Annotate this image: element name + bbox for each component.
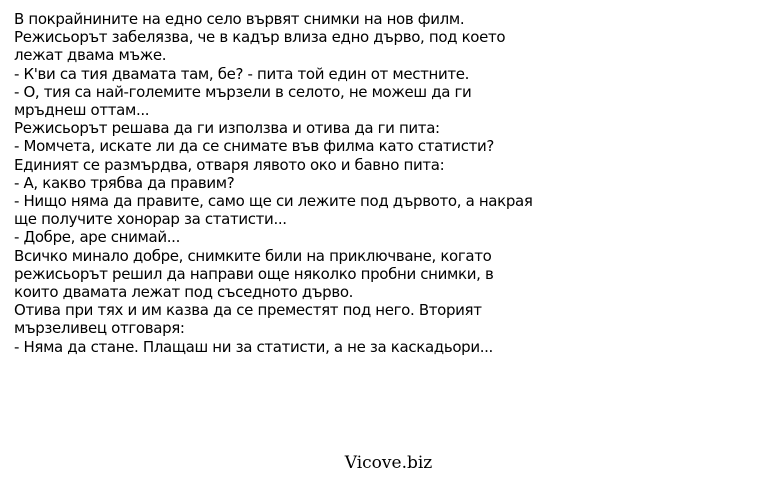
joke-line: ще получите хонорар за статисти... xyxy=(14,210,287,229)
joke-line: Режисьорът решава да ги използва и отива да ги пита: xyxy=(14,119,440,138)
joke-line: Отива при тях и им казва да се преместят под него. Вторият xyxy=(14,301,482,320)
joke-line: - Добре, аре снимай... xyxy=(14,228,180,247)
joke-line: - А, какво трябва да правим? xyxy=(14,173,235,192)
joke-text xyxy=(14,10,764,356)
joke-line: - О, тия са най-големите мързели в селото, не можеш да ги xyxy=(14,82,472,101)
joke-line: които двамата лежат под съседното дърво. xyxy=(14,283,354,302)
joke-line: лежат двама мъже. xyxy=(14,46,167,65)
joke-line: Режисьорът забелязва, че в кадър влиза едно дърво, под което xyxy=(14,28,506,47)
joke-line: - Нищо няма да правите, само ще си лежите под дървото, а накрая xyxy=(14,192,533,211)
joke-line: Единият се размърдва, отваря лявото око и бавно пита: xyxy=(14,155,445,174)
joke-line: режисьорът решил да направи още няколко пробни снимки, в xyxy=(14,264,494,283)
joke-line: Всичко минало добре, снимките били на приключване, когато xyxy=(14,246,492,265)
joke-line: - Няма да стане. Плащаш ни за статисти, а не за каскадьори... xyxy=(14,337,493,356)
joke-line: - Момчета, искате ли да се снимате във филма като статисти? xyxy=(14,137,495,156)
joke-line: В покрайнините на едно село вървят снимки на нов филм. xyxy=(14,10,465,28)
site-watermark: Vicove.biz xyxy=(344,453,433,473)
joke-line: мръднеш оттам... xyxy=(14,101,150,120)
joke-line: мързеливец отговаря: xyxy=(14,319,185,338)
joke-line: - К'ви са тия двамата там, бе? - пита той един от местните. xyxy=(14,64,470,83)
